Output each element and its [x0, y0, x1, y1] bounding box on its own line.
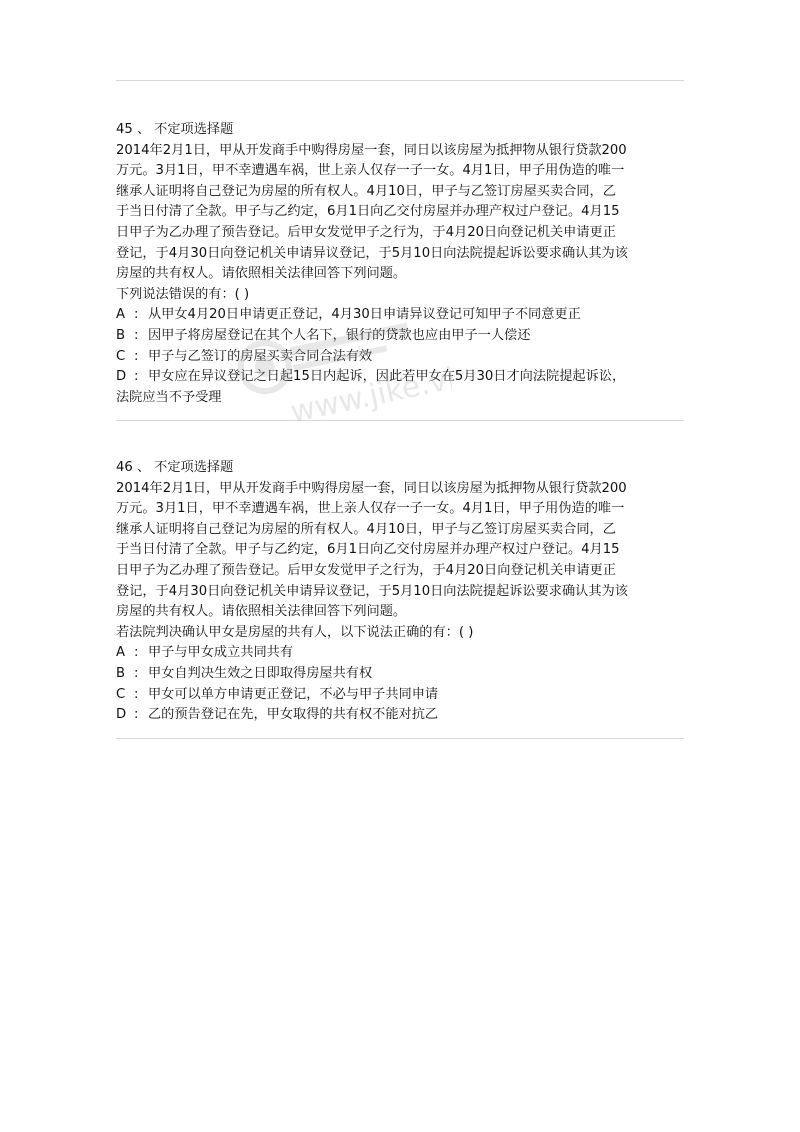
question-header — [116, 120, 686, 141]
option-letter: A — [116, 307, 126, 323]
question-header — [116, 458, 686, 479]
stem-line: 日甲子为乙办理了预告登记。后甲女发觉甲子之行为，于4月20日向登记机关申请更正 — [116, 562, 616, 578]
option-letter: C — [116, 686, 126, 702]
question-stem — [116, 141, 686, 285]
question-number: 45 、 — [116, 122, 151, 137]
bottom-divider — [116, 738, 684, 739]
question-prompt: 下列说法错误的有：( ) — [116, 286, 250, 302]
stem-line: 于当日付清了全款。甲子与乙约定，6月1日向乙交付房屋并办理产权过户登记。4月15 — [116, 542, 620, 558]
option-list — [116, 305, 686, 408]
top-divider — [116, 80, 684, 81]
option-a: A : 甲子与甲女成立共同共有 — [116, 643, 686, 664]
question-number: 46 、 — [116, 460, 151, 475]
option-text: 甲女可以单方申请更正登记，不必与甲子共同申请 — [148, 686, 439, 702]
stem-line: 继承人证明将自己登记为房屋的所有权人。4月10日，甲子与乙签订房屋买卖合同，乙 — [116, 521, 616, 537]
stem-line: 2014年2月1日，甲从开发商手中购得房屋一套，同日以该房屋为抵押物从银行贷款200 — [116, 480, 627, 496]
stem-line: 继承人证明将自己登记为房屋的所有权人。4月10日，甲子与乙签订房屋买卖合同，乙 — [116, 183, 616, 199]
stem-line: 万元。3月1日，甲不幸遭遇车祸，世上亲人仅存一子一女。4月1日，甲子用伪造的唯一 — [116, 163, 625, 179]
option-text: 甲子与乙签订的房屋买卖合同合法有效 — [148, 348, 373, 364]
question-stem — [116, 479, 686, 623]
stem-line: 登记，于4月30日向登记机关申请异议登记，于5月10日向法院提起诉讼要求确认其为该 — [116, 583, 628, 599]
stem-line: 日甲子为乙办理了预告登记。后甲女发觉甲子之行为，于4月20日向登记机关申请更正 — [116, 224, 616, 240]
stem-line: 房屋的共有权人。请依照相关法律回答下列问题。 — [116, 266, 407, 282]
question-type: 不定项选择题 — [154, 122, 234, 137]
option-text: 甲女自判决生效之日即取得房屋共有权 — [148, 665, 373, 681]
option-text: 甲女应在异议登记之日起15日内起诉，因此若甲女在5月30日才向法院提起诉讼， — [148, 369, 626, 385]
option-text: 甲子与甲女成立共同共有 — [148, 645, 294, 661]
question-45 — [116, 120, 686, 408]
stem-line: 房屋的共有权人。请依照相关法律回答下列问题。 — [116, 604, 407, 620]
stem-line: 万元。3月1日，甲不幸遭遇车祸，世上亲人仅存一子一女。4月1日，甲子用伪造的唯一 — [116, 501, 625, 517]
svg-text:www.jike.vip: www.jike.vip — [287, 357, 452, 430]
option-c: C : 甲子与乙签订的房屋买卖合同合法有效 — [116, 347, 686, 368]
option-text-continued: 法院应当不予受理 — [116, 389, 222, 405]
stem-line: 2014年2月1日，甲从开发商手中购得房屋一套，同日以该房屋为抵押物从银行贷款200 — [116, 142, 627, 158]
question-prompt: 若法院判决确认甲女是房屋的共有人，以下说法正确的有：( ) — [116, 624, 474, 640]
option-text: 因甲子将房屋登记在其个人名下，银行的贷款也应由甲子一人偿还 — [148, 327, 531, 343]
question-divider — [116, 420, 684, 421]
option-list — [116, 643, 686, 725]
option-letter: C — [116, 348, 126, 364]
stem-line: 登记，于4月30日向登记机关申请异议登记，于5月10日向法院提起诉讼要求确认其为该 — [116, 245, 628, 261]
option-text: 从甲女4月20日申请更正登记，4月30日申请异议登记可知甲子不同意更正 — [148, 307, 581, 323]
question-46 — [116, 458, 686, 726]
option-letter: D — [116, 369, 127, 385]
option-letter: B — [116, 327, 126, 343]
option-b: B : 甲女自判决生效之日即取得房屋共有权 — [116, 664, 686, 685]
stem-line: 于当日付清了全款。甲子与乙约定，6月1日向乙交付房屋并办理产权过户登记。4月15 — [116, 204, 620, 220]
option-c: C : 甲女可以单方申请更正登记，不必与甲子共同申请 — [116, 685, 686, 706]
question-type: 不定项选择题 — [154, 460, 234, 475]
option-letter: B — [116, 665, 126, 681]
option-a: A : 从甲女4月20日申请更正登记，4月30日申请异议登记可知甲子不同意更正 — [116, 305, 686, 326]
option-d: D : 甲女应在异议登记之日起15日内起诉，因此若甲女在5月30日才向法院提起诉讼， 法院应当不予受理 — [116, 367, 686, 408]
option-d: D : 乙的预告登记在先，甲女取得的共有权不能对抗乙 — [116, 705, 686, 726]
option-letter: D — [116, 707, 127, 723]
option-letter: A — [116, 645, 126, 661]
option-b: B : 因甲子将房屋登记在其个人名下，银行的贷款也应由甲子一人偿还 — [116, 326, 686, 347]
option-text: 乙的预告登记在先，甲女取得的共有权不能对抗乙 — [148, 707, 439, 723]
